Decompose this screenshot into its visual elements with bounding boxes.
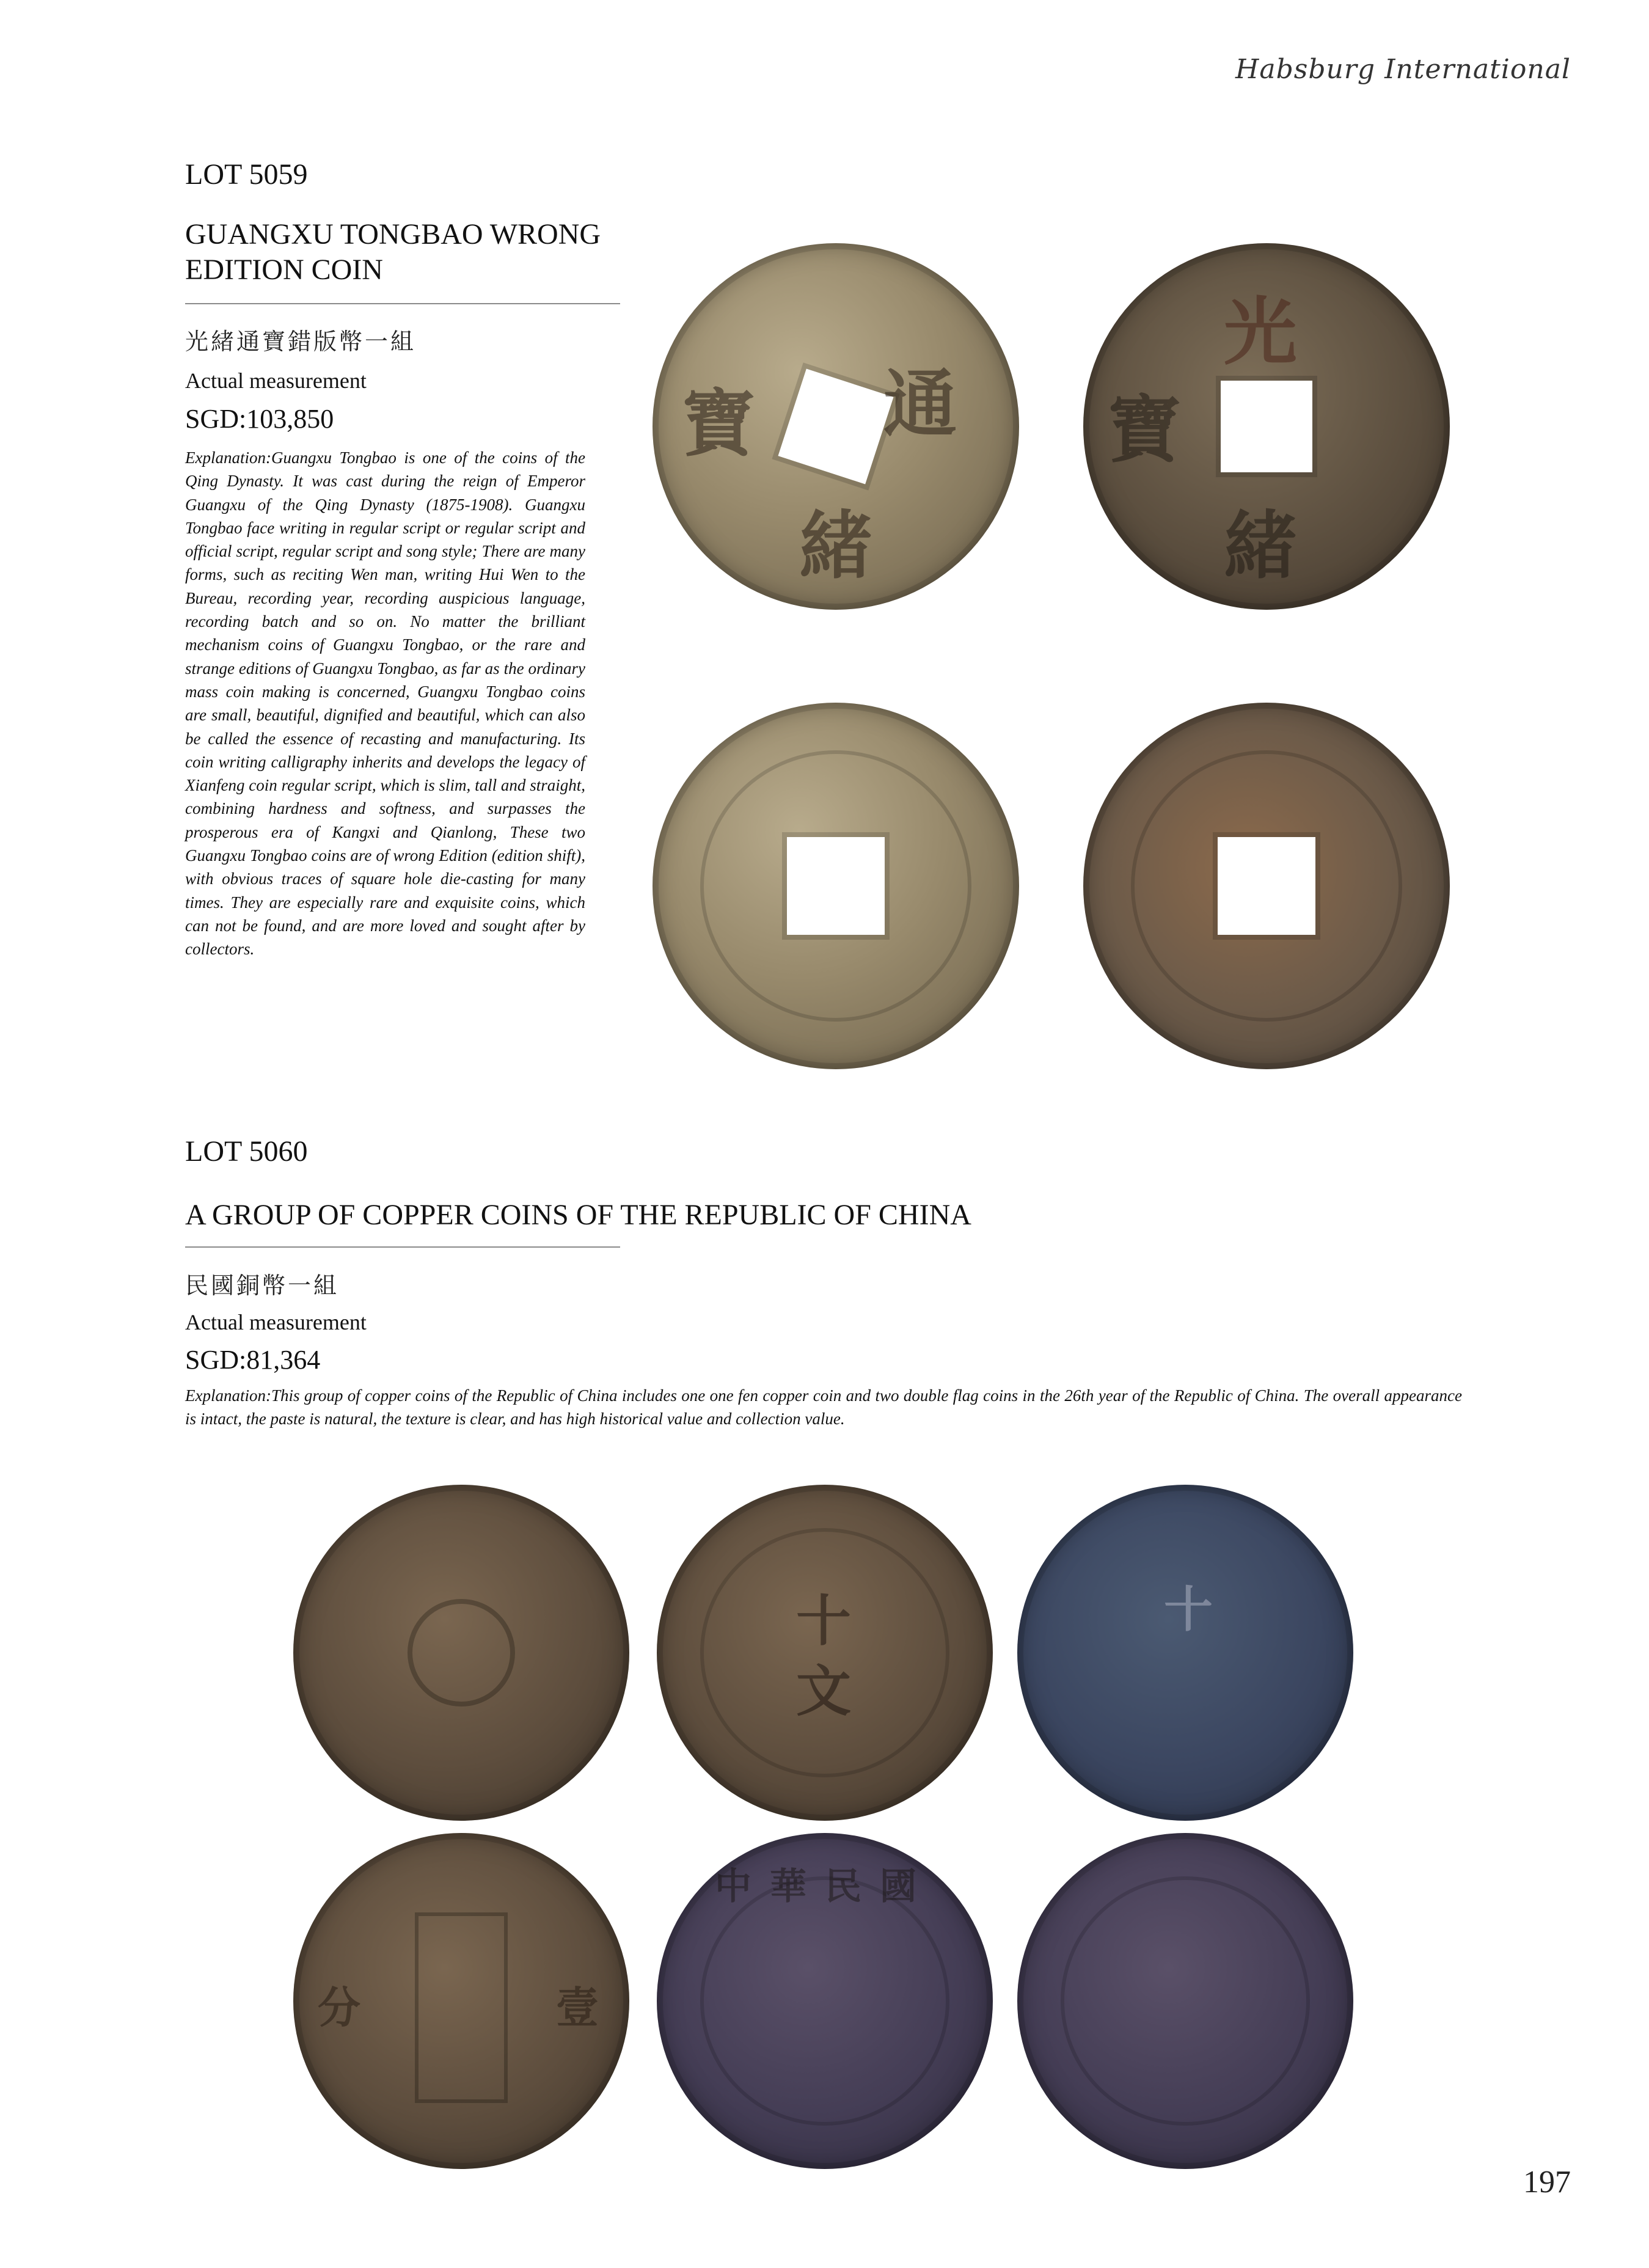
lot-5060-divider — [185, 1246, 620, 1248]
coin-glyph: 光 — [1224, 290, 1297, 375]
coin-glyph: 緒 — [1224, 504, 1297, 589]
coin-glyph: 十 — [1164, 1581, 1213, 1638]
coin-glyph: 寶 — [682, 382, 755, 467]
coin-obverse-1 — [653, 243, 1019, 610]
coin-blue-ten — [1017, 1485, 1353, 1821]
coin-double-flag-2 — [1017, 1833, 1353, 2169]
coin-obverse-2 — [1083, 243, 1450, 610]
coin-double-flag-1 — [657, 1833, 993, 2169]
lot-5059-chinese-title: 光緒通寶錯版幣一組 — [185, 328, 417, 355]
square-hole — [778, 368, 893, 484]
lot-5059-label: LOT 5059 — [185, 158, 308, 191]
lot-5060-price: SGD:81,364 — [185, 1345, 321, 1375]
coin-glyph: 壹 — [556, 1983, 599, 2033]
sun-emblem-icon — [408, 1599, 515, 1706]
lot-5059-explanation: Explanation:Guangxu Tongbao is one of the coins of the Qing Dynasty. It was cast during the reign of Emperor Guangxu of the Qing Dynasty (1875-1908). Guangxu Tongbao face writing in regular script or regular script and official script, regular script and song style; There are many forms, such as reciting Wen man, writing Hui Wen to the Bureau, recording year, recording auspicious language, recording batch and so on. No matter the brilliant mechanism coins of Guangxu Tongbao, or the rare and strange editions of Guangxu Tongbao, as far as the ordinary mass coin making is concerned, Guangxu Tongbao coins are small, beautiful, dignified and beautiful, which can also be called the essence of recasting and manufacturing. Its coin writing calligraphy inherits and develops the legacy of Xianfeng coin regular script, which is slim, tall and straight, combining hardness and softness, and surpasses the prosperous era of Kangxi and Qianlong, These two Guangxu Tongbao coins are of wrong Edition (edition shift), with obvious traces of square hole die-casting for many times. They are especially rare and exquisite coins, which can not be found, and are more loved and sought after by collectors. — [185, 448, 585, 959]
lot-5060-title: A GROUP OF COPPER COINS OF THE REPUBLIC OF CHINA — [185, 1199, 971, 1231]
spade-emblem-icon — [415, 1912, 508, 2103]
coin-sun-emblem — [293, 1485, 629, 1821]
coin-reverse-1 — [653, 703, 1019, 1069]
coin-reverse-2 — [1083, 703, 1450, 1069]
coin-inner-ring — [700, 1876, 949, 2126]
lot-5060-label: LOT 5060 — [185, 1135, 308, 1168]
brand-logo: Habsburg International — [1235, 54, 1571, 85]
lot-5059-title-line1: GUANGXU TONGBAO WRONG — [185, 218, 601, 251]
coin-inner-ring — [1061, 1876, 1310, 2126]
lot-5059-price: SGD:103,850 — [185, 404, 334, 434]
lot-5060-chinese-title: 民國銅幣一組 — [185, 1272, 340, 1299]
square-hole — [1218, 837, 1315, 935]
lot-5059-measurement: Actual measurement — [185, 368, 367, 393]
lot-5059-divider — [185, 303, 620, 304]
page-number: 197 — [1523, 2165, 1571, 2200]
coin-glyph: 中華民國 — [715, 1865, 935, 1908]
coin-glyph: 寶 — [1108, 388, 1181, 473]
lot-5059-title-line2: EDITION COIN — [185, 254, 383, 286]
coin-glyph: 分 — [318, 1983, 360, 2033]
square-hole — [787, 837, 885, 935]
lot-5060-explanation: Explanation:This group of copper coins of the Republic of China includes one one fen copper coin and two double flag coins in the 26th year of the Republic of China. The overall appearance is intact, the paste is natural, the texture is clear, and has high historical value and collection value. — [185, 1386, 1462, 1428]
coin-one-fen — [293, 1833, 629, 2169]
coin-ten-wen — [657, 1485, 993, 1821]
coin-glyph: 通 — [883, 362, 957, 447]
coin-glyph: 十 — [796, 1589, 851, 1653]
square-hole — [1221, 381, 1312, 472]
coin-glyph: 緒 — [799, 504, 872, 589]
lot-5060-measurement: Actual measurement — [185, 1310, 367, 1334]
coin-glyph: 文 — [796, 1659, 851, 1724]
